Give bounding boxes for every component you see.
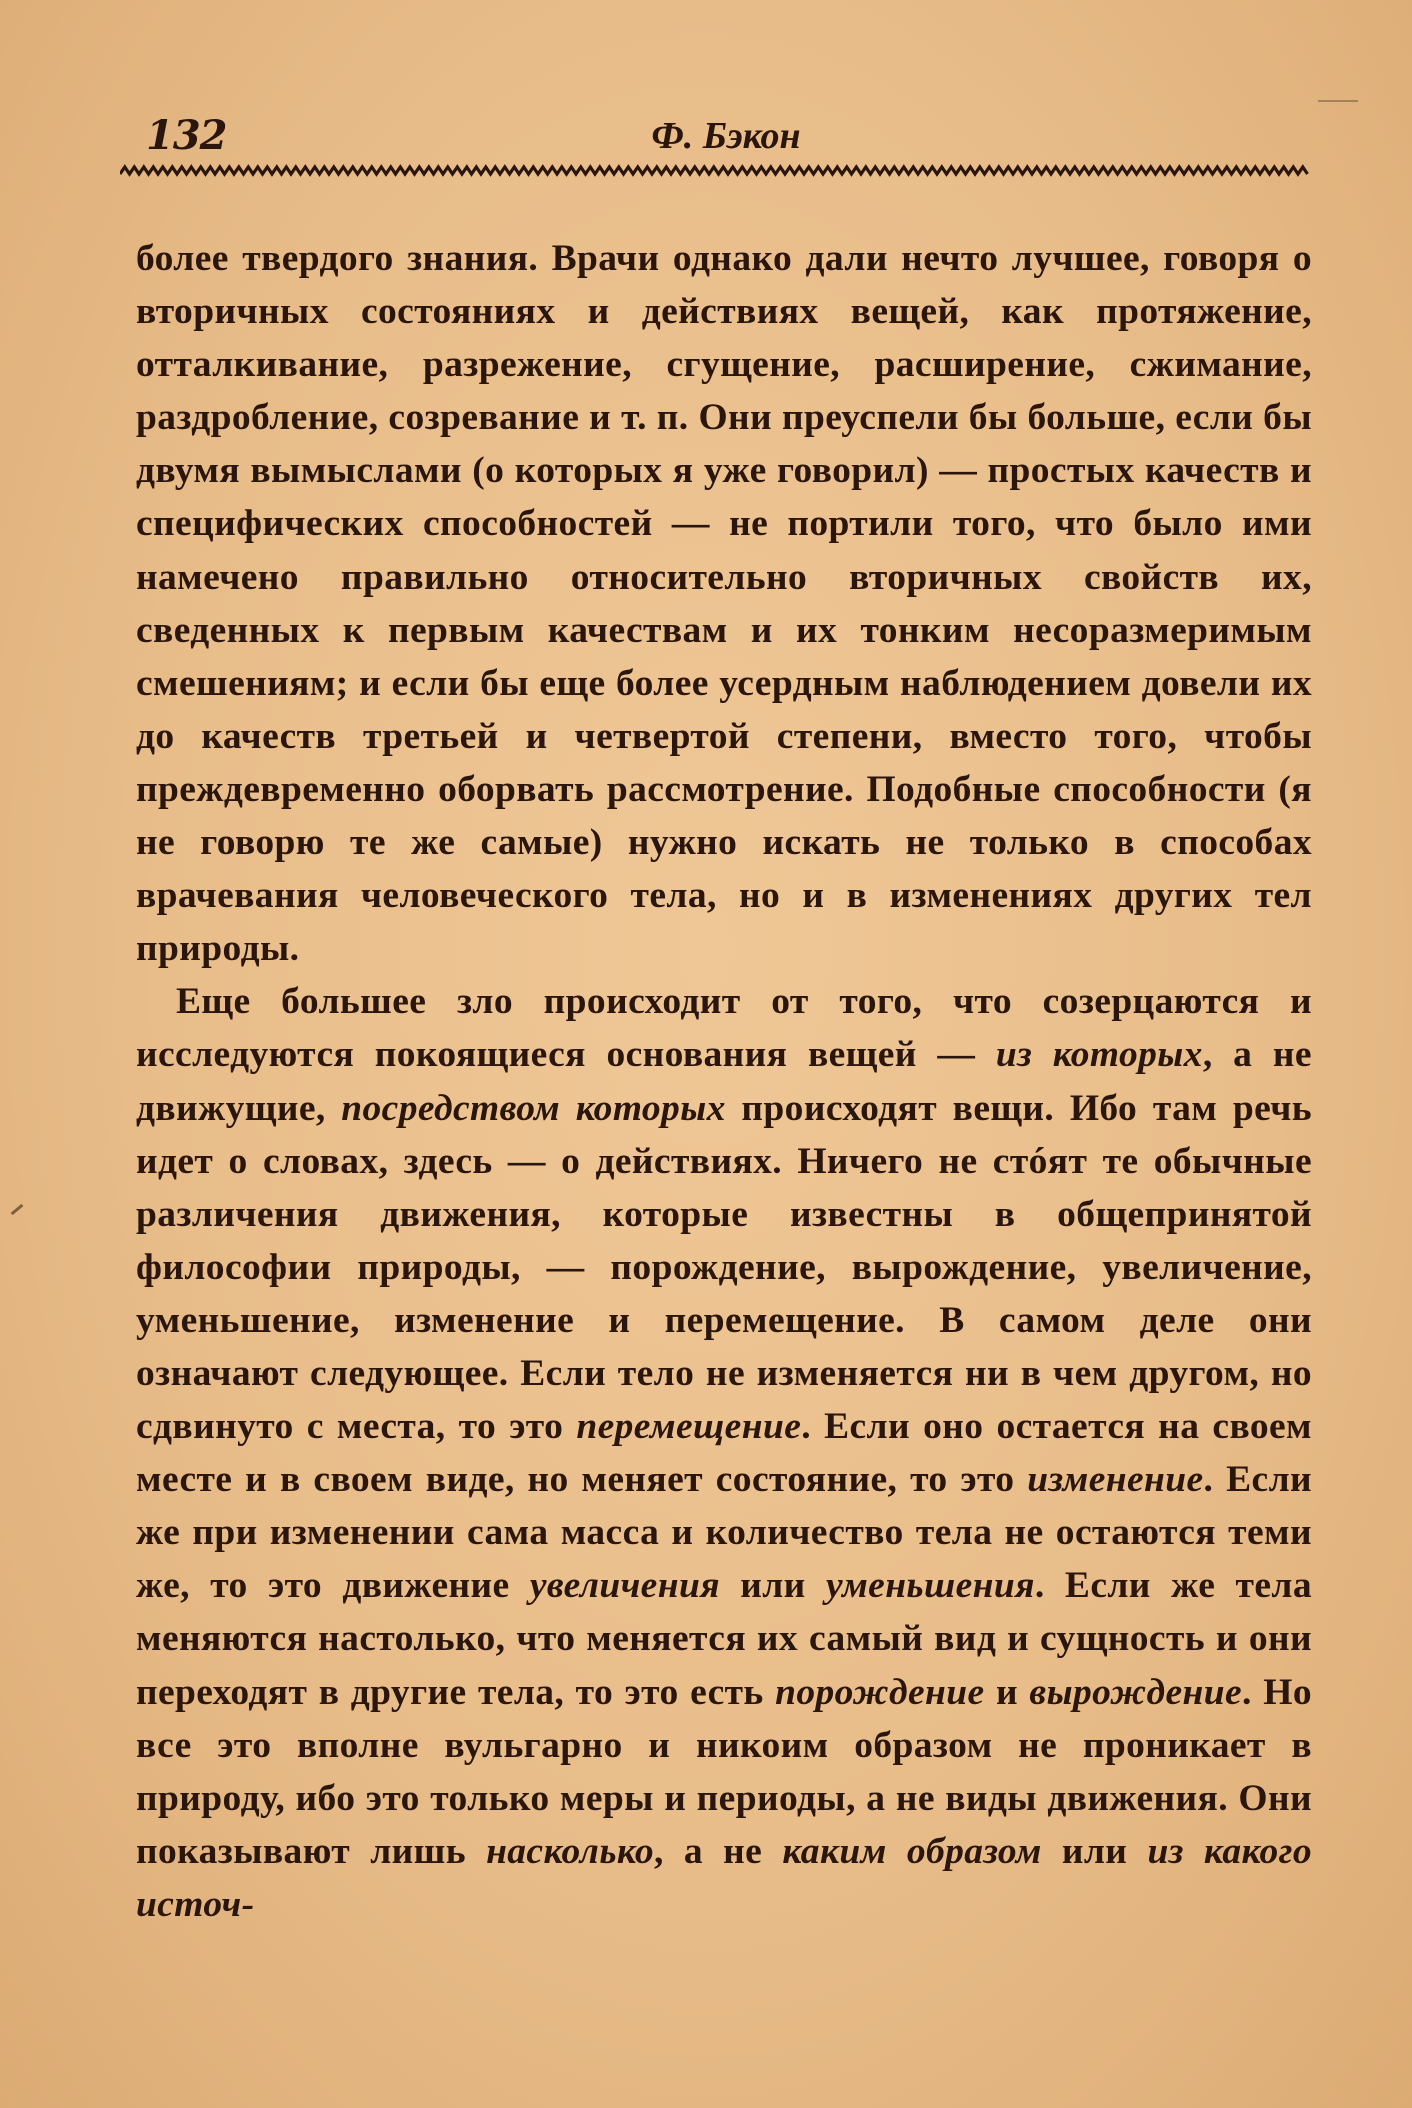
text-run: , а не <box>653 1830 783 1872</box>
text-run: . Если же при изменении сама масса и количество тела не остаются теми же, то это движение <box>136 1459 1313 1607</box>
text-run: происходят вещи. Ибо там речь идет о словах, здесь — о действиях. Ничего не стóят те обычные различения движения, которые известны в общепринятой философии природы, — порождение, вырождение, увеличение, уменьшение, изменение и перемещение. В самом деле они означают следующее. Если тело не изменяется ни в чем другом, но сдвинуто с места, то это <box>136 1087 1312 1448</box>
italic-emphasis: из какого источ- <box>136 1830 1312 1925</box>
page-number: 132 <box>146 112 227 159</box>
margin-mark <box>1318 100 1358 102</box>
italic-emphasis: из которых <box>995 1034 1203 1076</box>
text-run: . Если же тела меняются настолько, что меняется их самый вид и сущность и они переходят в другие тела, то это есть <box>136 1565 1312 1713</box>
text-run: или <box>1041 1830 1148 1872</box>
italic-emphasis: каким образом <box>782 1830 1042 1872</box>
italic-emphasis: перемещение <box>576 1406 802 1448</box>
text-run: , а не движущие, <box>136 1034 1312 1129</box>
paragraph <box>136 975 1312 1931</box>
italic-emphasis: посредством которых <box>341 1087 726 1129</box>
text-run: более твердого знания. Врачи однако дали нечто лучшее, говоря о вторичных состояниях и действиях вещей, как протяжение, отталкивание, разрежение, сгущение, расширение, сжимание, раздробление, созревание и т. п. Они преуспели бы больше, если бы двумя вымыслами (о которых я уже говорил) — простых качеств и специфических способностей — не портили того, что было ими намечено правильно относительно вторичных свойств их, сведенных к первым качествам и их тонким несоразмеримым смешениям; и если бы еще более усердным наблюдением довели их до качеств третьей и четвертой степени, вместо того, чтобы преждевременно оборвать рассмотрение. Подобные способности (я не говорю те же самые) нужно искать не только в способах врачевания человеческого тела, но и в изменениях других тел природы. <box>136 238 1312 970</box>
italic-emphasis: порождение <box>775 1671 985 1713</box>
page-header <box>136 112 1316 172</box>
italic-emphasis: увеличения <box>529 1565 720 1607</box>
italic-emphasis: уменьшения <box>825 1565 1035 1607</box>
italic-emphasis: насколько <box>486 1830 654 1872</box>
text-run: . Если оно остается на своем месте и в своем виде, но меняет состояние, то это <box>136 1406 1312 1501</box>
text-run: Еще большее зло происходит от того, что созерцаются и исследуются покоящиеся основания вещей — <box>136 981 1312 1076</box>
text-run: или <box>719 1565 826 1607</box>
running-title: Ф. Бэкон <box>651 115 801 157</box>
decorative-wavy-rule <box>120 164 1312 178</box>
text-run: и <box>984 1671 1030 1713</box>
body-text <box>136 232 1312 1931</box>
italic-emphasis: изменение <box>1027 1459 1204 1501</box>
margin-mark <box>11 1204 24 1215</box>
italic-emphasis: вырождение <box>1029 1671 1243 1713</box>
text-run: . Но все это вполне вульгарно и никоим образом не проникает в природу, ибо это только меры и периоды, а не виды движения. Они показывают лишь <box>136 1671 1312 1872</box>
paragraph <box>136 232 1312 975</box>
